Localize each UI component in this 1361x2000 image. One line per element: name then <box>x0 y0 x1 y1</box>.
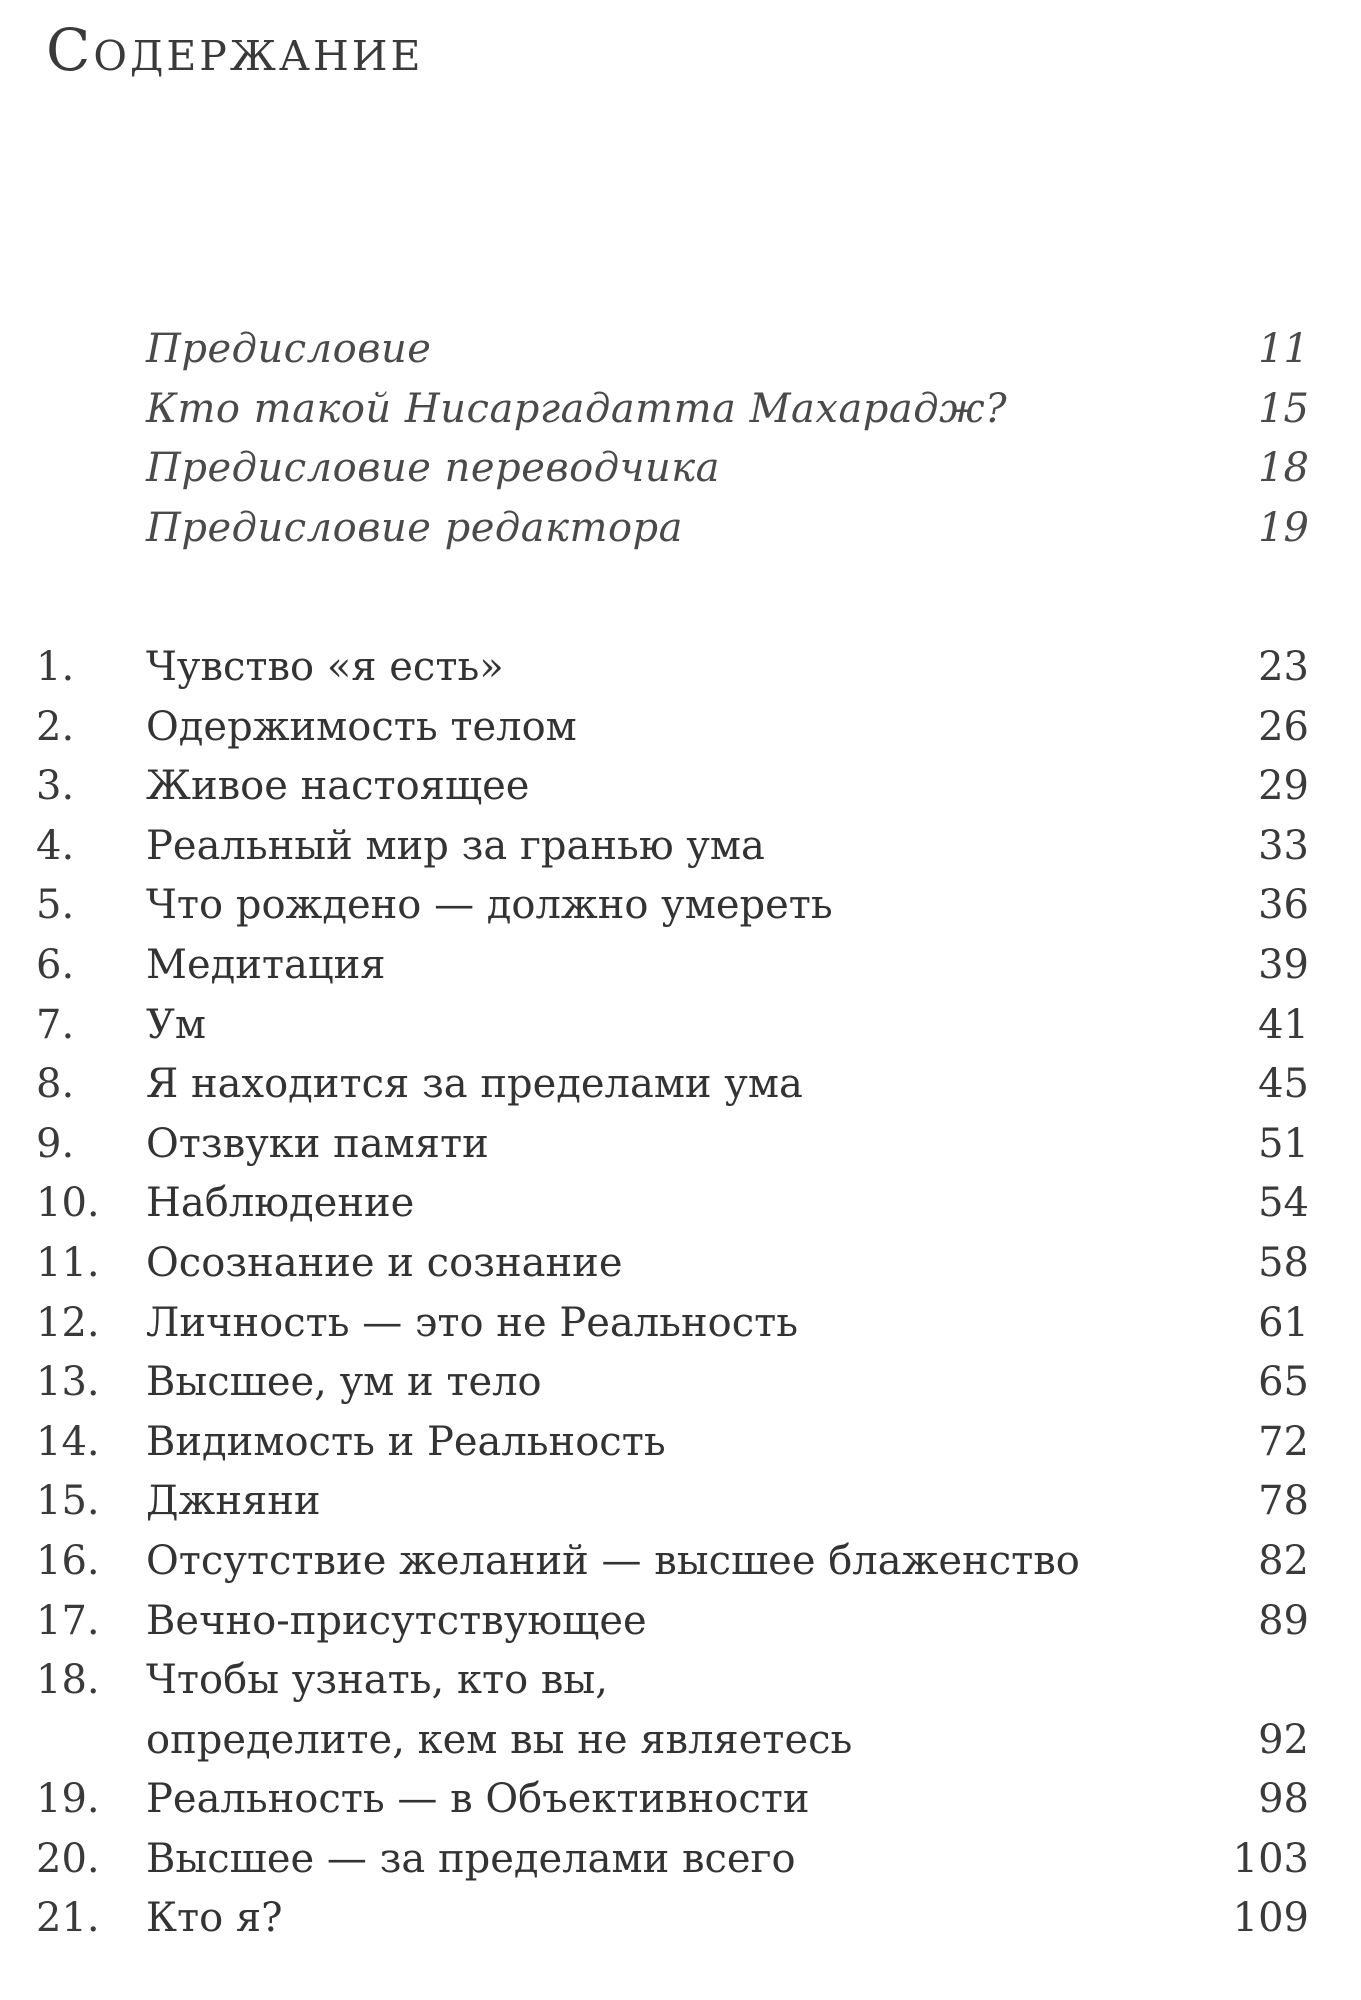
entry-page: 19 <box>1258 504 1309 551</box>
entry-title: Ум <box>146 1001 207 1048</box>
toc-entry-chapter-6[interactable] <box>0 936 1361 996</box>
entry-title: Высшее, ум и тело <box>146 1359 542 1406</box>
entry-page: 45 <box>1258 1061 1309 1108</box>
toc-entry-chapter-17[interactable] <box>0 1592 1361 1652</box>
entry-title: Предисловие редактора <box>146 504 683 551</box>
toc-entry-translator-foreword[interactable] <box>0 439 1361 499</box>
entry-title: Чувство «я есть» <box>146 644 504 690</box>
entry-page: 33 <box>1258 822 1309 869</box>
toc-entry-chapter-15[interactable] <box>0 1472 1361 1532</box>
toc-entry-chapter-5[interactable] <box>0 876 1361 936</box>
entry-title: Одержимость телом <box>146 703 577 750</box>
entry-page: 92 <box>1258 1716 1309 1763</box>
chapter-number: 14. <box>36 1418 100 1465</box>
toc-entry-editor-foreword[interactable] <box>0 499 1361 559</box>
chapter-number: 20. <box>36 1835 100 1882</box>
chapter-number: 16. <box>36 1537 100 1584</box>
entry-page: 103 <box>1232 1835 1309 1882</box>
entry-title: Кто такой Нисаргадатта Махарадж? <box>146 385 1008 432</box>
toc-entry-chapter-8[interactable] <box>0 1055 1361 1115</box>
entry-page: 98 <box>1258 1776 1309 1823</box>
entry-title: Вечно-присутствующее <box>146 1597 647 1644</box>
entry-title: Кто я? <box>146 1895 283 1942</box>
entry-title: Я находится за пределами ума <box>146 1061 803 1108</box>
entry-page: 82 <box>1258 1537 1309 1584</box>
entry-page: 39 <box>1258 941 1309 988</box>
entry-page: 15 <box>1258 385 1309 432</box>
toc-entry-foreword[interactable] <box>0 320 1361 380</box>
chapter-number: 13. <box>36 1359 100 1406</box>
entry-page: 11 <box>1258 326 1309 372</box>
chapter-number: 3. <box>36 763 75 810</box>
toc-entry-chapter-9[interactable] <box>0 1115 1361 1175</box>
chapter-number: 19. <box>36 1776 100 1823</box>
entry-title: Отсутствие желаний — высшее блаженство <box>146 1537 1080 1584</box>
entry-title: Наблюдение <box>146 1180 415 1227</box>
entry-title: Предисловие <box>146 326 432 372</box>
page-title: Содержание <box>46 16 424 84</box>
entry-title <box>146 1651 852 1770</box>
entry-title: Живое настоящее <box>146 763 530 810</box>
toc-entry-chapter-14[interactable] <box>0 1413 1361 1473</box>
toc-entry-chapter-4[interactable] <box>0 817 1361 877</box>
chapter-number: 11. <box>36 1239 100 1286</box>
entry-title: Медитация <box>146 941 386 988</box>
chapter-number: 18. <box>36 1657 100 1704</box>
entry-page: 41 <box>1258 1001 1309 1048</box>
entry-page: 23 <box>1258 644 1309 690</box>
entry-title: Личность — это не Реальность <box>146 1299 799 1346</box>
entry-title: Реальность — в Объективности <box>146 1776 810 1823</box>
entry-page: 61 <box>1258 1299 1309 1346</box>
chapter-number: 4. <box>36 822 75 869</box>
entry-page: 89 <box>1258 1597 1309 1644</box>
toc-entry-chapter-10[interactable] <box>0 1174 1361 1234</box>
chapter-list <box>0 638 1361 1949</box>
entry-page: 36 <box>1258 882 1309 929</box>
entry-page: 26 <box>1258 703 1309 750</box>
entry-title: Реальный мир за гранью ума <box>146 822 765 869</box>
front-matter-list <box>0 320 1361 558</box>
chapter-number: 7. <box>36 1001 75 1048</box>
chapter-number: 2. <box>36 703 75 750</box>
chapter-number: 12. <box>36 1299 100 1346</box>
toc-entry-chapter-3[interactable] <box>0 757 1361 817</box>
entry-page: 109 <box>1232 1895 1309 1942</box>
toc-entry-chapter-13[interactable] <box>0 1353 1361 1413</box>
entry-title: Джняни <box>146 1478 321 1525</box>
entry-page: 72 <box>1258 1418 1309 1465</box>
entry-title: Что рождено — должно умереть <box>146 882 833 929</box>
toc-entry-chapter-18[interactable] <box>0 1651 1361 1770</box>
entry-title: Предисловие переводчика <box>146 445 720 492</box>
toc-entry-chapter-1[interactable] <box>0 638 1361 698</box>
toc-entry-chapter-21[interactable] <box>0 1889 1361 1949</box>
toc-entry-chapter-20[interactable] <box>0 1830 1361 1890</box>
chapter-number: 10. <box>36 1180 100 1227</box>
entry-page: 54 <box>1258 1180 1309 1227</box>
chapter-number: 6. <box>36 941 75 988</box>
toc-entry-chapter-12[interactable] <box>0 1294 1361 1354</box>
chapter-number: 9. <box>36 1120 75 1167</box>
chapter-number: 1. <box>36 644 75 690</box>
entry-title: Видимость и Реальность <box>146 1418 666 1465</box>
entry-page: 51 <box>1258 1120 1309 1167</box>
entry-page: 29 <box>1258 763 1309 810</box>
chapter-number: 5. <box>36 882 75 929</box>
chapter-number: 21. <box>36 1895 100 1942</box>
entry-title: Осознание и сознание <box>146 1239 623 1286</box>
toc-entry-chapter-16[interactable] <box>0 1532 1361 1592</box>
entry-title-line-2: определите, кем вы не являетесь <box>146 1716 853 1763</box>
toc-entry-who-is-nisargadatta[interactable] <box>0 380 1361 440</box>
entry-page: 18 <box>1258 445 1309 492</box>
entry-title-line-1: Чтобы узнать, кто вы, <box>146 1657 608 1704</box>
toc-entry-chapter-7[interactable] <box>0 996 1361 1056</box>
entry-page: 78 <box>1258 1478 1309 1525</box>
chapter-number: 17. <box>36 1597 100 1644</box>
entry-title: Отзвуки памяти <box>146 1120 489 1167</box>
entry-page: 58 <box>1258 1239 1309 1286</box>
toc-entry-chapter-19[interactable] <box>0 1770 1361 1830</box>
toc-entry-chapter-11[interactable] <box>0 1234 1361 1294</box>
toc-entry-chapter-2[interactable] <box>0 698 1361 758</box>
entry-page: 65 <box>1258 1359 1309 1406</box>
chapter-number: 15. <box>36 1478 100 1525</box>
chapter-number: 8. <box>36 1061 75 1108</box>
entry-title: Высшее — за пределами всего <box>146 1835 796 1882</box>
